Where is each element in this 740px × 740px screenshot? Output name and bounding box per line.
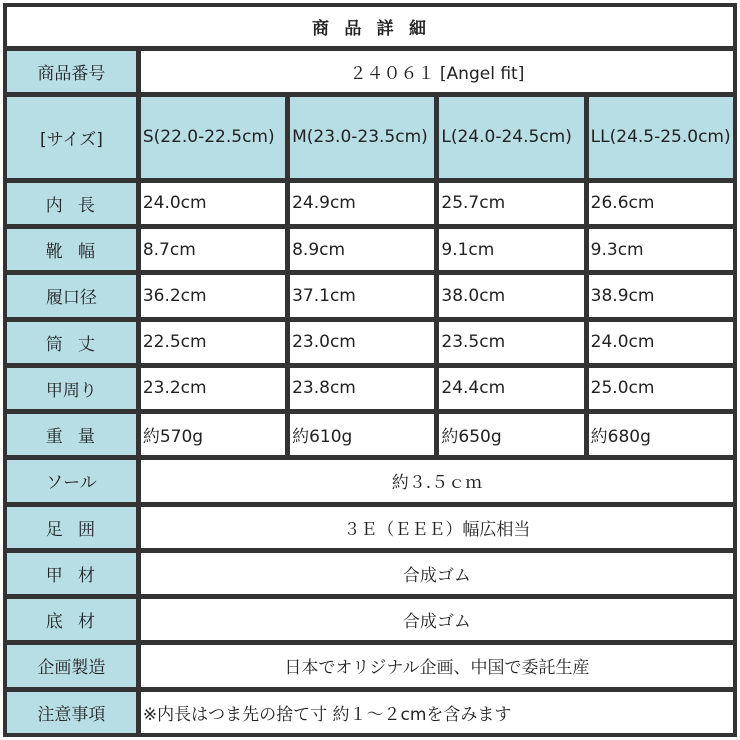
measure-value: 38.0cm [438, 274, 584, 317]
measure-row-width [6, 228, 734, 271]
measure-value: 24.0cm [588, 321, 734, 364]
measure-row-weight [6, 413, 734, 456]
measure-label: 靴幅 [6, 228, 137, 271]
detail-value: 日本でオリジナル企画、中国で委託生産 [140, 644, 734, 687]
size-s: S(22.0-22.5cm) [140, 96, 286, 178]
detail-label: 底材 [6, 598, 137, 641]
note-row [6, 691, 734, 734]
detail-label: 足囲 [6, 506, 137, 549]
table-title: 商品詳細 [6, 6, 734, 47]
measure-value: 23.2cm [140, 367, 286, 410]
size-l: L(24.0-24.5cm) [438, 96, 584, 178]
measure-label: 重量 [6, 413, 137, 456]
measure-value: 36.2cm [140, 274, 286, 317]
detail-value: ３Ｅ（ＥＥＥ）幅広相当 [140, 506, 734, 549]
measure-row-opening [6, 274, 734, 317]
size-ll: LL(24.5-25.0cm) [588, 96, 734, 178]
measure-label: 甲周り [6, 367, 137, 410]
note-value: ※内長はつま先の捨て寸 約１～２cmを含みます [140, 691, 734, 734]
measure-row-shaft-height [6, 321, 734, 364]
measure-value: 22.5cm [140, 321, 286, 364]
detail-row-sole-material [6, 598, 734, 641]
measure-value: 23.0cm [289, 321, 435, 364]
measure-value: 37.1cm [289, 274, 435, 317]
measure-value: 25.7cm [438, 182, 584, 225]
detail-value: 合成ゴム [140, 552, 734, 595]
detail-row-manufacturing [6, 644, 734, 687]
measure-value: 26.6cm [588, 182, 734, 225]
measure-value: 24.0cm [140, 182, 286, 225]
detail-row-upper-material [6, 552, 734, 595]
detail-label: ソール [6, 459, 137, 502]
measure-label: 履口径 [6, 274, 137, 317]
measure-value: 8.7cm [140, 228, 286, 271]
product-details-table [3, 3, 737, 737]
measure-value: 9.3cm [588, 228, 734, 271]
detail-row-sole [6, 459, 734, 502]
size-m: M(23.0-23.5cm) [289, 96, 435, 178]
measure-row-instep [6, 367, 734, 410]
detail-label: 企画製造 [6, 644, 137, 687]
product-code-label: 商品番号 [6, 50, 137, 93]
measure-label: 内長 [6, 182, 137, 225]
measure-value: 38.9cm [588, 274, 734, 317]
measure-label: 筒丈 [6, 321, 137, 364]
detail-label: 甲材 [6, 552, 137, 595]
measure-value: 23.8cm [289, 367, 435, 410]
measure-value: 約680g [588, 413, 734, 456]
measure-row-inner-length [6, 182, 734, 225]
measure-value: 24.4cm [438, 367, 584, 410]
measure-value: 25.0cm [588, 367, 734, 410]
size-row [6, 96, 734, 178]
note-label: 注意事項 [6, 691, 137, 734]
measure-value: 23.5cm [438, 321, 584, 364]
detail-value: 合成ゴム [140, 598, 734, 641]
measure-value: 約650g [438, 413, 584, 456]
measure-value: 9.1cm [438, 228, 584, 271]
size-label: [サイズ] [6, 96, 137, 178]
measure-value: 8.9cm [289, 228, 435, 271]
title-row [6, 6, 734, 47]
detail-row-foot-girth [6, 506, 734, 549]
detail-value: 約３.５ｃｍ [140, 459, 734, 502]
measure-value: 24.9cm [289, 182, 435, 225]
product-code-row [6, 50, 734, 93]
measure-value: 約570g [140, 413, 286, 456]
measure-value: 約610g [289, 413, 435, 456]
product-code-value: ２４０６１ [Angel fit] [140, 50, 734, 93]
